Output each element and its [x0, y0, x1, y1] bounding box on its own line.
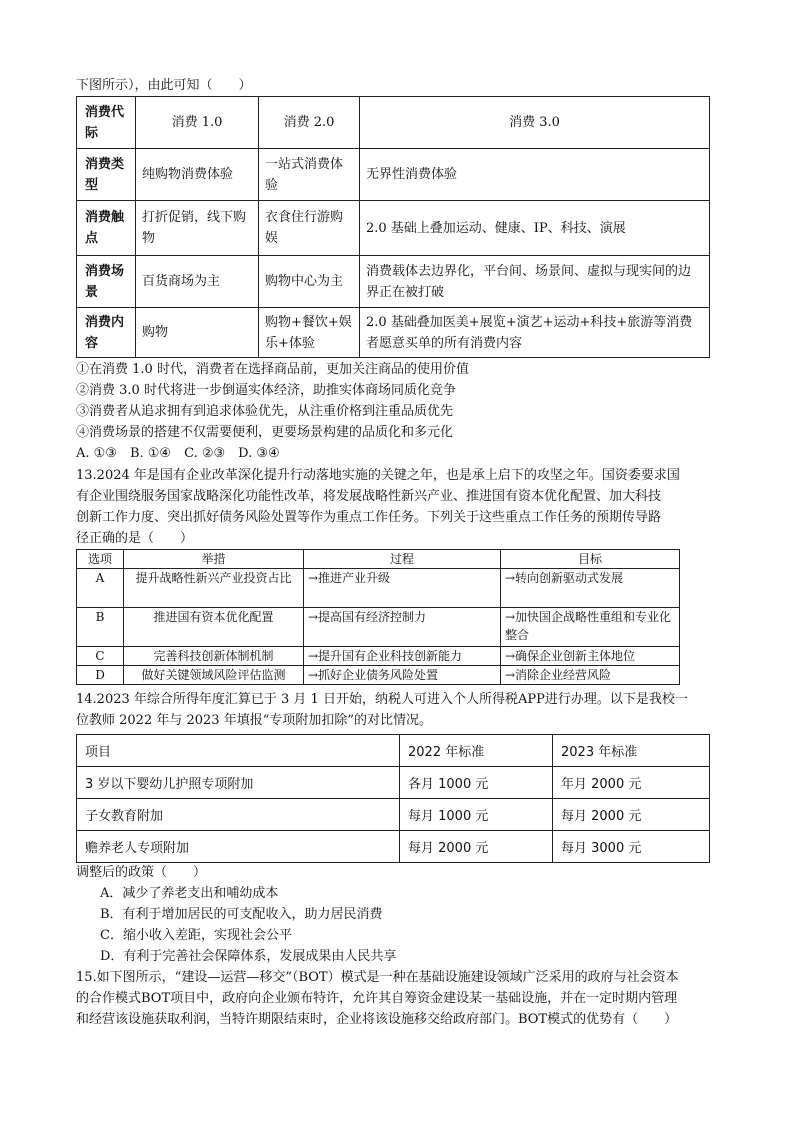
q12-answers: A. ①③ B. ①④ C. ②③ D. ③④	[76, 446, 280, 461]
q14-text: 14.2023 年综合所得年度汇算已于 3 月 1 日开始，纳税人可进入个人所得税APP进行办理。以下是我校一	[76, 692, 688, 707]
table-cell: →抓好企业债务风险处置	[304, 666, 501, 685]
table-cell: C	[77, 647, 124, 666]
table-cell: 每月 2000 元	[553, 799, 710, 831]
q15-text: 的合作模式BOT项目中，政府向企业颁布特许，允许其自筹资金建设某一基础设施，并在一定时期内管理	[76, 991, 678, 1006]
table-header-cell: 2022 年标准	[400, 735, 553, 767]
table-header-cell: 举措	[124, 550, 304, 569]
table-cell: →提升国有企业科技创新能力	[304, 647, 501, 666]
table-cell: 消费场景	[77, 256, 136, 308]
table-cell: 纯购物消费体验	[136, 149, 259, 201]
reform-table	[76, 549, 680, 685]
table-cell: →转向创新驱动式发展	[501, 569, 680, 608]
table-cell: 2.0 基础叠加医美+展览+演艺+运动+科技+旅游等消费者愿意买单的所有消费内容	[360, 308, 710, 358]
q14-option: B．有利于增加居民的可支配收入，助力居民消费	[100, 907, 383, 922]
q15-text: 和经营该设施获取利润，当特许期限结束时，企业将该设施移交给政府部门。BOT模式的优势有（ ）	[76, 1012, 678, 1027]
table-header-cell: 消费 1.0	[136, 97, 259, 149]
table-header-cell: 2023 年标准	[553, 735, 710, 767]
q13-text: 创新工作力度、突出抓好债务风险处置等作为重点工作任务。下列关于这些重点工作任务的预期传导路	[76, 510, 662, 525]
table-cell: →消除企业经营风险	[501, 666, 680, 685]
consumption-table	[76, 96, 710, 358]
table-cell: 每月 1000 元	[400, 799, 553, 831]
table-cell: 子女教育附加	[77, 799, 400, 831]
table-cell: 每月 3000 元	[553, 831, 710, 863]
table-cell: 年月 2000 元	[553, 767, 710, 799]
table-cell: 消费触点	[77, 201, 136, 256]
table-cell: 无界性消费体验	[360, 149, 710, 201]
table-cell: 提升战略性新兴产业投资占比	[124, 569, 304, 608]
table-header-cell: 过程	[304, 550, 501, 569]
table-cell: 消费内容	[77, 308, 136, 358]
table-cell: →推进产业升级	[304, 569, 501, 608]
q14-option: C．缩小收入差距，实现社会公平	[100, 928, 292, 943]
table-cell: 打折促销，线下购物	[136, 201, 259, 256]
table-cell: B	[77, 608, 124, 647]
table-cell: 各月 1000 元	[400, 767, 553, 799]
q13-text: 有企业围绕服务国家战略深化功能性改革，将发展战略性新兴产业、推进国有资本优化配置、加大科技	[76, 489, 662, 504]
table-cell: 完善科技创新体制机制	[124, 647, 304, 666]
table-cell: A	[77, 569, 124, 608]
table-header-cell: 消费代际	[77, 97, 136, 149]
q12-option: ④消费场景的搭建不仅需要便利，更要场景构建的品质化和多元化	[76, 425, 454, 440]
table-header-cell: 消费 2.0	[259, 97, 360, 149]
table-header-cell: 目标	[501, 550, 680, 569]
q14-after: 调整后的政策（ ）	[76, 865, 207, 880]
q12-option: ③消费者从追求拥有到追求体验优先，从注重价格到注重品质优先	[76, 404, 454, 419]
table-cell: →加快国企战略性重组和专业化整合	[501, 608, 680, 647]
table-cell: 购物	[136, 308, 259, 358]
table-cell: 推进国有资本优化配置	[124, 608, 304, 647]
table-cell: 百货商场为主	[136, 256, 259, 308]
table-cell: D	[77, 666, 124, 685]
intro-line: 下图所示），由此可知（ ）	[76, 78, 252, 93]
table-cell: 赡养老人专项附加	[77, 831, 400, 863]
table-cell: 购物中心为主	[259, 256, 360, 308]
q15-text: 15.如下图所示，“建设—运营—移交”（BOT）模式是一种在基础设施建设领域广泛采用的政府与社会资本	[76, 970, 679, 985]
table-cell: 3 岁以下婴幼儿护照专项附加	[77, 767, 400, 799]
table-cell: 衣食住行游购娱	[259, 201, 360, 256]
q12-option: ①在消费 1.0 时代，消费者在选择商品前，更加关注商品的使用价值	[76, 362, 469, 377]
q13-text: 13.2024 年是国有企业改革深化提升行动落地实施的关键之年，也是承上启下的攻坚之年。国资委要求国	[76, 468, 680, 483]
table-header-cell: 项目	[77, 735, 400, 767]
q14-option: D．有利于完善社会保障体系，发展成果由人民共享	[100, 949, 397, 964]
table-header-cell: 选项	[77, 550, 124, 569]
table-cell: 购物+餐饮+娱乐+体验	[259, 308, 360, 358]
table-cell: →确保企业创新主体地位	[501, 647, 680, 666]
table-header-cell: 消费 3.0	[360, 97, 710, 149]
deduction-table	[76, 734, 710, 863]
q12-option: ②消费 3.0 时代将进一步倒逼实体经济，助推实体商场同质化竞争	[76, 383, 456, 398]
table-cell: 消费类型	[77, 149, 136, 201]
q14-text: 位教师 2022 年与 2023 年填报“专项附加扣除”的对比情况。	[76, 713, 432, 728]
q14-option: A．减少了养老支出和哺幼成本	[100, 886, 279, 901]
table-cell: 一站式消费体验	[259, 149, 360, 201]
table-cell: 2.0 基础上叠加运动、健康、IP、科技、演展	[360, 201, 710, 256]
table-cell: 做好关键领域风险评估监测	[124, 666, 304, 685]
q13-text: 径正确的是（ ）	[76, 531, 194, 546]
table-cell: 每月 2000 元	[400, 831, 553, 863]
table-cell: 消费载体去边界化，平台间、场景间、虚拟与现实间的边界正在被打破	[360, 256, 710, 308]
table-cell: →提高国有经济控制力	[304, 608, 501, 647]
